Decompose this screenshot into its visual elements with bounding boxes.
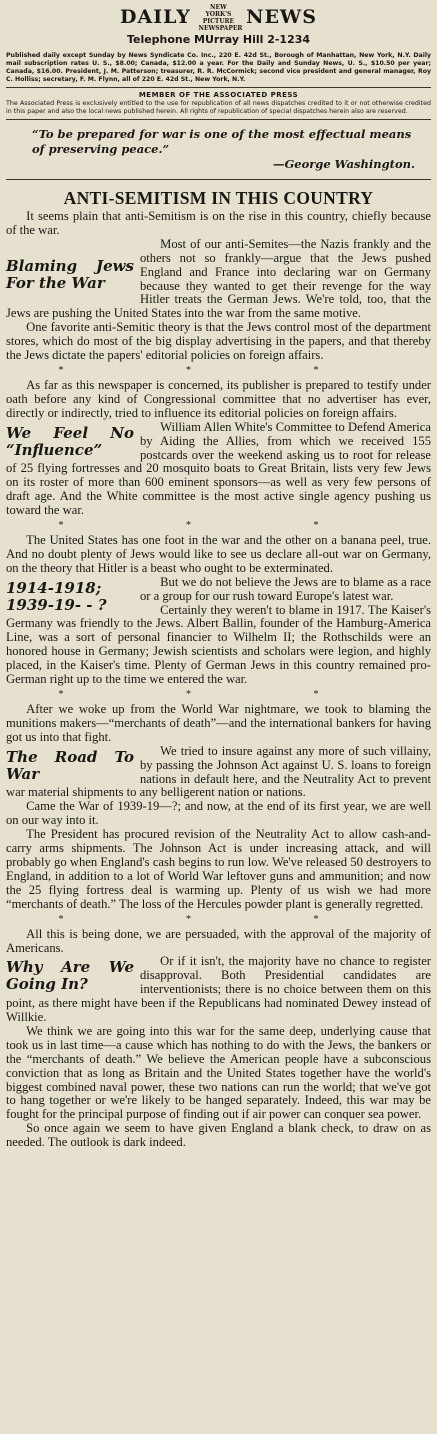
section-separator: * * *: [58, 913, 379, 925]
divider: [6, 179, 431, 180]
publication-info: Published daily except Sunday by News Syndicate Co. Inc., 220 E. 42d St., Borough of Manhattan, New York, N.Y. Daily mail subscription rates U. S., $8.00; Canada, $12.00 a year. For the Daily and Sunday News, U. S., $10.50 per year; Canada, $16.00. President, J. M. Patterson; treasurer, R. R. McCormick; second vice president and general manager, Roy C. Holliss; secretary, F. M. Flynn, all of 220 E. 42d St., New York, N.Y.: [6, 52, 431, 83]
article-paragraph: Most of our anti-Semites—the Nazis frankly and the others not so frankly—argue that the Jews pushed England and France into declaring war on Germany because they wanted to get their revenge for the way Hitler treats the German Jews. We're told, too, that the Jews are pushing the United States into the war from the same motive.: [6, 236, 431, 321]
article-body: [6, 210, 431, 1150]
article-paragraph: Or if it isn't, the majority have no chance to register disapproval. Both Presidential candidates are interventionists; there is no choice between them on this point, as there might have been if the Republicans had nominated Dewey instead of Willkie.: [6, 954, 431, 1025]
side-heading: The Road To War: [6, 747, 134, 783]
article-paragraph: One favorite anti-Semitic theory is that the Jews control most of the department stores, which do most of the big display advertising in the papers, and that thereby the Jews dictate the papers' editorial policies on foreign affairs.: [6, 320, 431, 363]
article-paragraph: As far as this newspaper is concerned, its publisher is prepared to testify under oath before any kind of Congressional committee that no advertiser has ever, directly or indirectly, tried to influence its editorial policies on foreign affairs.: [6, 377, 431, 420]
telephone-line: Telephone MUrray Hill 2-1234: [126, 33, 311, 46]
masthead-quote: [6, 123, 431, 176]
quote-attribution: —George Washington.: [272, 157, 415, 171]
newspaper-logo: [6, 4, 431, 32]
article-paragraph: William Allen White's Committee to Defend America by Aiding the Allies, from which we received 155 postcards over the weekend asking us to root for release of 25 flying fortresses and 20 mosquito boats to Great Britain, lists very few Jews on its roster of more than 600 eminent sponsors—as well as very few persons of draft age. And the White committee is the most active single agency pushing us toward the war.: [6, 419, 431, 518]
side-heading: Blaming Jews For the War: [6, 256, 134, 292]
logo-tagline: NEW YORK'S PICTURE NEWSPAPER: [198, 4, 243, 32]
article-paragraph: But we do not believe the Jews are to blame as a race or a group for our rush toward Europe's latest war.: [140, 574, 431, 603]
masthead: [6, 4, 431, 46]
article-paragraph: The President has procured revision of the Neutrality Act to allow cash-and-carry arms shipments. The Johnson Act is under increasing attack, and will probably go when England's cash begins to run low. We've released 50 destroyers to England, in addition to a lot of World War leftover guns and ammunition; and now the 25 flying fortress deal is warming up. Plenty of us wish we had more “merchants of death.” The loss of the Hercules powder plant is generally regretted.: [6, 827, 431, 911]
logo-news: NEWS: [246, 6, 317, 28]
article-paragraph: The United States has one foot in the war and the other on a banana peel, true. And no doubt plenty of Jews would like to see us declare all-out war on Germany, on the theory that Hitler is a beast who ought to be exterminated.: [6, 533, 431, 575]
article-paragraph: All this is being done, we are persuaded, with the approval of the majority of Americans.: [6, 926, 431, 955]
side-heading: Why Are We Going In?: [6, 958, 134, 994]
article-paragraph: We tried to insure against any more of such villainy, by passing the Johnson Act against U. S. loans to foreign nations in default here, and the Neutrality Act to prevent war material shipments to any belligerent nation or nations.: [6, 743, 431, 800]
article-paragraph: So once again we seem to have given England a blank check, to draw on as needed. The outlook is dark indeed.: [6, 1121, 431, 1150]
section-separator: * * *: [58, 520, 379, 532]
article-paragraph: It seems plain that anti-Semitism is on the rise in this country, chiefly because of the war.: [6, 209, 431, 237]
article-paragraph: We think we are going into this war for the same deep, underlying cause that took us in last time—a cause which has nothing to do with the Jews, the bankers or the “merchants of death.” We believe the American people have a subconscious conviction that as long as Britain and the United States together have the world's biggest combined naval power, these two nations can run the world; that we've got to hang together or we're likely to be hanged separately. Indeed, this war may be fought for the principal purpose of finding out if air power can conquer sea power.: [6, 1023, 431, 1122]
associated-press-heading: MEMBER OF THE ASSOCIATED PRESS: [138, 91, 299, 99]
section-separator: * * *: [58, 364, 379, 376]
divider: [6, 119, 431, 120]
quote-text: “To be prepared for war is one of the most effectual means of preserving peace.”: [32, 127, 412, 156]
side-heading: We Feel No “Influence”: [6, 423, 134, 459]
associated-press-notice: The Associated Press is exclusively entitled to the use for republication of all news dispatches credited to it or not otherwise credited in this paper and also the local news published herein. All rights of republication of special dispatches herein also are reserved.: [6, 100, 431, 115]
article-paragraph: Certainly they weren't to blame in 1917. The Kaiser's Germany was friendly to the Jews. Albert Ballin, founder of the Hamburg-America Line, was a sort of personal financier to Wilhelm II; the Rothschilds were an honored house in Germany; Jewish scientists and scholars were legion, and highly placed, in the Kaiser's time. Plenty of German Jews in this country remained pro-German right up to the time we entered the war.: [6, 602, 431, 687]
section-separator: * * *: [58, 689, 379, 700]
divider: [6, 87, 431, 88]
article-headline: ANTI-SEMITISM IN THIS COUNTRY: [63, 188, 374, 208]
article-paragraph: Came the War of 1939-19—?; and now, at the end of its first year, we are well on our way into it.: [6, 799, 431, 828]
logo-daily: DAILY: [120, 6, 191, 28]
article-paragraph: After we woke up from the World War nightmare, we took to blaming the munitions makers—“merchants of death”—and the international bankers for having got us into that fight.: [6, 702, 431, 744]
side-heading: 1914-1918; 1939-19- - ?: [6, 578, 107, 614]
